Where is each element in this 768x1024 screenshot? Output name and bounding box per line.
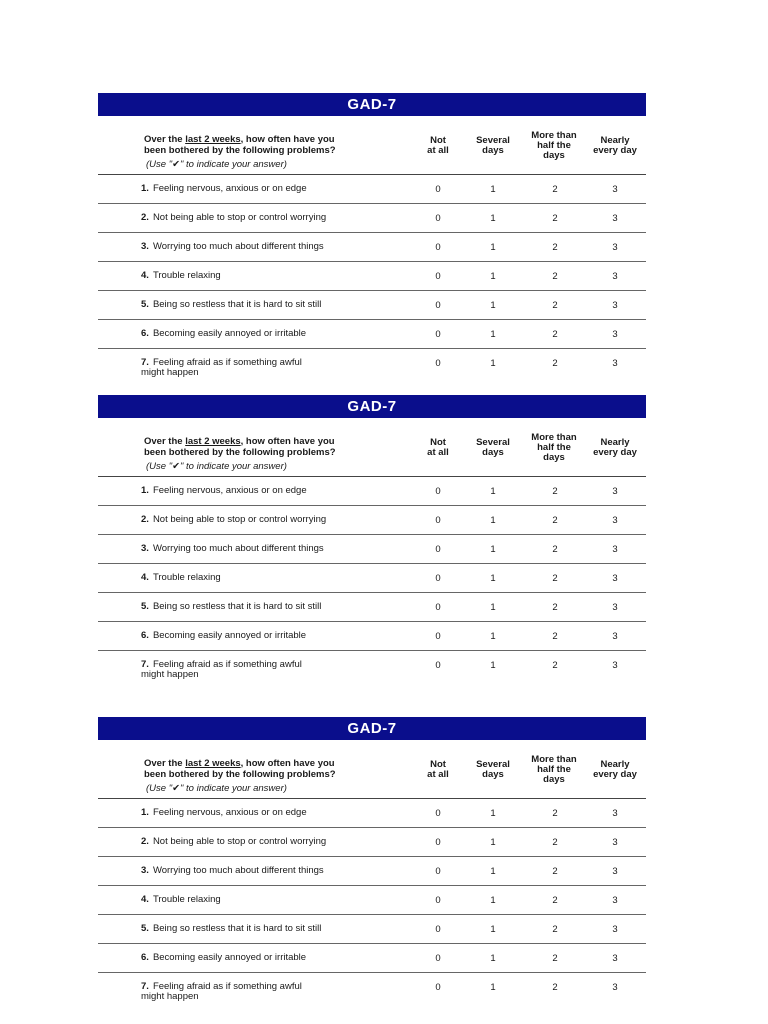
score-option[interactable]: 1 — [490, 242, 496, 253]
item-text: Not being able to stop or control worrying — [152, 514, 327, 525]
question-row — [98, 944, 646, 973]
question-row — [98, 973, 646, 1005]
column-nearly-every-day: Nearly every day — [593, 759, 637, 780]
question-row — [98, 799, 646, 828]
form-header — [98, 740, 646, 799]
question-row — [98, 349, 646, 381]
score-option[interactable]: 1 — [490, 184, 496, 195]
score-option[interactable]: 3 — [612, 808, 618, 819]
score-option[interactable]: 2 — [552, 573, 558, 584]
score-option[interactable]: 3 — [612, 544, 618, 555]
score-option[interactable]: 2 — [552, 300, 558, 311]
question-item — [141, 982, 401, 1002]
item-text: Not being able to stop or control worrying — [152, 836, 327, 847]
form-title: GAD-7 — [98, 395, 646, 418]
score-option[interactable]: 0 — [435, 573, 441, 584]
score-option[interactable]: 1 — [490, 300, 496, 311]
score-option[interactable]: 3 — [612, 602, 618, 613]
score-option[interactable]: 1 — [490, 271, 496, 282]
question-prefix: Over the — [144, 436, 186, 447]
score-option[interactable]: 2 — [552, 329, 558, 340]
item-number: 7. — [141, 659, 149, 670]
score-option[interactable]: 0 — [435, 213, 441, 224]
question-item — [141, 660, 401, 680]
score-option[interactable]: 2 — [552, 486, 558, 497]
score-option[interactable]: 3 — [612, 184, 618, 195]
question-timeframe: last 2 weeks — [185, 134, 241, 145]
column-several-days: Several days — [476, 437, 510, 458]
score-option[interactable]: 3 — [612, 271, 618, 282]
score-option[interactable]: 0 — [435, 953, 441, 964]
question-row — [98, 204, 646, 233]
score-option[interactable]: 2 — [552, 184, 558, 195]
score-option[interactable]: 0 — [435, 300, 441, 311]
item-number: 6. — [141, 630, 149, 641]
score-option[interactable]: 1 — [490, 895, 496, 906]
question-item — [141, 184, 401, 194]
item-text: Trouble relaxing — [152, 572, 221, 583]
question-row — [98, 535, 646, 564]
item-text: Feeling afraid as if something awful might happen — [141, 659, 302, 680]
question-suffix: , how often have you been bothered by the following problems? — [144, 758, 336, 780]
form-header — [98, 116, 646, 175]
column-not-at-all: Not at all — [427, 437, 449, 458]
question-row — [98, 593, 646, 622]
score-option[interactable]: 1 — [490, 358, 496, 369]
answer-instruction: (Use "✔" to indicate your answer) — [146, 461, 287, 472]
score-option[interactable]: 3 — [612, 213, 618, 224]
question-item — [141, 808, 401, 818]
score-option[interactable]: 2 — [552, 866, 558, 877]
item-text: Trouble relaxing — [152, 894, 221, 905]
question-prompt — [144, 758, 336, 780]
gad7-form — [98, 717, 646, 1005]
score-option[interactable]: 0 — [435, 982, 441, 993]
question-item — [141, 271, 401, 281]
question-row — [98, 857, 646, 886]
score-option[interactable]: 0 — [435, 242, 441, 253]
item-number: 6. — [141, 328, 149, 339]
item-number: 5. — [141, 923, 149, 934]
answer-instruction: (Use "✔" to indicate your answer) — [146, 783, 287, 794]
score-option[interactable]: 1 — [490, 924, 496, 935]
score-option[interactable]: 0 — [435, 631, 441, 642]
question-suffix: , how often have you been bothered by the following problems? — [144, 134, 336, 156]
score-option[interactable]: 3 — [612, 242, 618, 253]
item-number: 1. — [141, 183, 149, 194]
score-option[interactable]: 2 — [552, 544, 558, 555]
item-text: Becoming easily annoyed or irritable — [152, 328, 307, 339]
question-item — [141, 602, 401, 612]
gad7-form — [98, 395, 646, 683]
column-not-at-all: Not at all — [427, 759, 449, 780]
item-number: 5. — [141, 299, 149, 310]
column-more-than-half: More than half the days — [531, 754, 577, 785]
item-text: Feeling nervous, anxious or on edge — [152, 807, 307, 818]
form-title: GAD-7 — [98, 717, 646, 740]
item-text: Feeling nervous, anxious or on edge — [152, 485, 307, 496]
question-item — [141, 866, 401, 876]
item-number: 3. — [141, 865, 149, 876]
score-option[interactable]: 0 — [435, 486, 441, 497]
column-several-days: Several days — [476, 135, 510, 156]
question-item — [141, 213, 401, 223]
score-option[interactable]: 2 — [552, 602, 558, 613]
score-option[interactable]: 1 — [490, 808, 496, 819]
score-option[interactable]: 0 — [435, 924, 441, 935]
score-option[interactable]: 1 — [490, 213, 496, 224]
score-option[interactable]: 3 — [612, 895, 618, 906]
score-option[interactable]: 0 — [435, 515, 441, 526]
score-option[interactable]: 2 — [552, 213, 558, 224]
question-timeframe: last 2 weeks — [185, 758, 241, 769]
score-option[interactable]: 1 — [490, 660, 496, 671]
item-text: Feeling afraid as if something awful might happen — [141, 357, 302, 378]
question-row — [98, 886, 646, 915]
score-option[interactable]: 0 — [435, 808, 441, 819]
score-option[interactable]: 1 — [490, 953, 496, 964]
item-number: 4. — [141, 572, 149, 583]
item-number: 7. — [141, 981, 149, 992]
item-number: 1. — [141, 807, 149, 818]
score-option[interactable]: 1 — [490, 486, 496, 497]
score-option[interactable]: 2 — [552, 982, 558, 993]
score-option[interactable]: 2 — [552, 271, 558, 282]
score-option[interactable]: 2 — [552, 837, 558, 848]
question-suffix: , how often have you been bothered by the following problems? — [144, 436, 336, 458]
item-text: Being so restless that it is hard to sit still — [152, 923, 322, 934]
question-item — [141, 953, 401, 963]
question-row — [98, 622, 646, 651]
score-option[interactable]: 2 — [552, 924, 558, 935]
item-number: 2. — [141, 836, 149, 847]
answer-instruction: (Use "✔" to indicate your answer) — [146, 159, 287, 170]
score-option[interactable]: 2 — [552, 631, 558, 642]
column-more-than-half: More than half the days — [531, 432, 577, 463]
item-text: Trouble relaxing — [152, 270, 221, 281]
score-option[interactable]: 0 — [435, 271, 441, 282]
score-option[interactable]: 1 — [490, 515, 496, 526]
question-prefix: Over the — [144, 134, 186, 145]
score-option[interactable]: 3 — [612, 924, 618, 935]
score-option[interactable]: 1 — [490, 631, 496, 642]
question-row — [98, 320, 646, 349]
score-option[interactable]: 2 — [552, 515, 558, 526]
item-number: 6. — [141, 952, 149, 963]
question-item — [141, 300, 401, 310]
score-option[interactable]: 0 — [435, 358, 441, 369]
question-row — [98, 262, 646, 291]
question-item — [141, 895, 401, 905]
column-nearly-every-day: Nearly every day — [593, 135, 637, 156]
item-text: Worrying too much about different things — [152, 241, 324, 252]
item-number: 7. — [141, 357, 149, 368]
question-row — [98, 828, 646, 857]
item-text: Becoming easily annoyed or irritable — [152, 952, 307, 963]
question-row — [98, 477, 646, 506]
question-row — [98, 564, 646, 593]
score-option[interactable]: 3 — [612, 866, 618, 877]
form-title: GAD-7 — [98, 93, 646, 116]
column-not-at-all: Not at all — [427, 135, 449, 156]
question-item — [141, 924, 401, 934]
score-option[interactable]: 3 — [612, 329, 618, 340]
item-text: Feeling nervous, anxious or on edge — [152, 183, 307, 194]
score-option[interactable]: 3 — [612, 573, 618, 584]
score-option[interactable]: 3 — [612, 660, 618, 671]
score-option[interactable]: 2 — [552, 242, 558, 253]
score-option[interactable]: 1 — [490, 982, 496, 993]
item-number: 1. — [141, 485, 149, 496]
question-row — [98, 915, 646, 944]
item-number: 3. — [141, 241, 149, 252]
score-option[interactable]: 1 — [490, 837, 496, 848]
score-option[interactable]: 0 — [435, 602, 441, 613]
question-row — [98, 291, 646, 320]
question-item — [141, 329, 401, 339]
score-option[interactable]: 0 — [435, 184, 441, 195]
score-option[interactable]: 3 — [612, 300, 618, 311]
question-row — [98, 506, 646, 535]
score-option[interactable]: 2 — [552, 895, 558, 906]
item-text: Not being able to stop or control worrying — [152, 212, 327, 223]
score-option[interactable]: 3 — [612, 515, 618, 526]
column-several-days: Several days — [476, 759, 510, 780]
item-number: 3. — [141, 543, 149, 554]
score-option[interactable]: 0 — [435, 329, 441, 340]
score-option[interactable]: 1 — [490, 866, 496, 877]
question-item — [141, 242, 401, 252]
score-option[interactable]: 3 — [612, 358, 618, 369]
score-option[interactable]: 0 — [435, 544, 441, 555]
item-text: Being so restless that it is hard to sit still — [152, 601, 322, 612]
column-nearly-every-day: Nearly every day — [593, 437, 637, 458]
item-text: Feeling afraid as if something awful might happen — [141, 981, 302, 1002]
score-option[interactable]: 3 — [612, 837, 618, 848]
item-number: 5. — [141, 601, 149, 612]
question-item — [141, 515, 401, 525]
form-header — [98, 418, 646, 477]
score-option[interactable]: 3 — [612, 982, 618, 993]
item-number: 2. — [141, 212, 149, 223]
score-option[interactable]: 3 — [612, 953, 618, 964]
item-text: Becoming easily annoyed or irritable — [152, 630, 307, 641]
question-prompt — [144, 436, 336, 458]
column-more-than-half: More than half the days — [531, 130, 577, 161]
question-item — [141, 544, 401, 554]
question-timeframe: last 2 weeks — [185, 436, 241, 447]
score-option[interactable]: 1 — [490, 602, 496, 613]
score-option[interactable]: 0 — [435, 660, 441, 671]
score-option[interactable]: 0 — [435, 895, 441, 906]
item-number: 4. — [141, 894, 149, 905]
item-text: Worrying too much about different things — [152, 865, 324, 876]
score-option[interactable]: 2 — [552, 808, 558, 819]
score-option[interactable]: 3 — [612, 631, 618, 642]
item-text: Worrying too much about different things — [152, 543, 324, 554]
question-prefix: Over the — [144, 758, 186, 769]
gad7-form — [98, 93, 646, 381]
score-option[interactable]: 0 — [435, 837, 441, 848]
question-item — [141, 631, 401, 641]
question-item — [141, 573, 401, 583]
question-prompt — [144, 134, 336, 156]
score-option[interactable]: 3 — [612, 486, 618, 497]
question-row — [98, 175, 646, 204]
question-item — [141, 358, 401, 378]
question-row — [98, 233, 646, 262]
question-row — [98, 651, 646, 683]
score-option[interactable]: 2 — [552, 660, 558, 671]
score-option[interactable]: 1 — [490, 573, 496, 584]
score-option[interactable]: 1 — [490, 544, 496, 555]
question-item — [141, 837, 401, 847]
question-item — [141, 486, 401, 496]
item-number: 2. — [141, 514, 149, 525]
score-option[interactable]: 0 — [435, 866, 441, 877]
score-option[interactable]: 2 — [552, 358, 558, 369]
item-number: 4. — [141, 270, 149, 281]
score-option[interactable]: 1 — [490, 329, 496, 340]
score-option[interactable]: 2 — [552, 953, 558, 964]
item-text: Being so restless that it is hard to sit still — [152, 299, 322, 310]
